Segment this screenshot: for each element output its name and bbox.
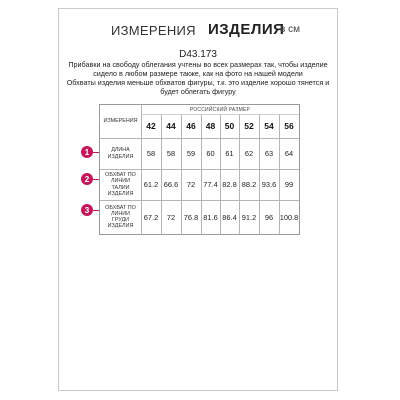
size-header-46: 46 [186,121,196,131]
table-cell: 72 [166,212,176,222]
size-header-54: 54 [264,121,274,131]
product-code: D43.173 [179,49,217,60]
size-header-48: 48 [205,121,216,131]
table-cell: 63 [264,149,274,158]
table-cell: 86.4 [222,212,237,222]
title-word-measurements: ИЗМЕРЕНИЯ [111,23,196,38]
table-cell: 59 [186,149,196,158]
table-cell: 81.6 [203,212,218,222]
row-badge-1: 1 [81,146,93,158]
table-cell: 99 [284,180,294,189]
size-group-label: РОССИЙСКИЙ РАЗМЕР [189,106,251,113]
notes [65,61,331,97]
table-cell: 77.4 [203,180,218,189]
row-label-bust: ОБХВАТ ПО ЛИНИИ ГРУДИ ИЗДЕЛИЯ [105,204,136,230]
row-label-waist: ОБХВАТ ПО ЛИНИИ ТАЛИИ ИЗДЕЛИЯ [105,172,136,197]
size-table [99,104,300,235]
size-header-56: 56 [284,121,294,131]
title-word-product: ИЗДЕЛИЯ [208,21,285,38]
table-cell: 58 [146,149,156,158]
table-cell: 96 [264,212,274,222]
table-cell: 58 [166,149,176,158]
row-badge-2: 2 [81,173,93,185]
table-cell: 67.2 [143,212,159,222]
table-cell: 100.8 [279,212,299,222]
table-cell: 82.8 [222,180,237,189]
table-cell: 62 [244,149,254,158]
corner-label: ИЗМЕРЕНИЯ [103,118,138,125]
table-cell: 72 [186,180,196,189]
table-cell: 88.2 [241,180,257,189]
table-cell: 66.6 [163,180,179,189]
size-chart-sheet [58,8,338,391]
size-header-44: 44 [166,121,176,131]
table-cell: 61.2 [143,180,159,189]
table-cell: 61 [225,149,234,158]
note-ease: Прибавки на свободу облегания учтены во всех размерах так, чтобы изделие сидело в любом размере также, как на фото на нашей модели [68,60,328,78]
table-cell: 93.6 [261,180,277,189]
title-unit: в см [280,24,300,35]
table-cell: 60 [206,149,215,158]
title [59,19,337,45]
table-cell: 91.2 [241,212,257,222]
note-stretch: Обхваты изделия меньше обхватов фигуры, т.к. это изделие хорошо тянется и будет облегать фигуру [66,78,330,96]
size-header-42: 42 [146,121,156,131]
row-label-length: ДЛИНА ИЗДЕЛИЯ [107,147,134,160]
row-badge-3: 3 [81,204,93,216]
table-cell: 76.8 [183,212,199,222]
size-header-50: 50 [224,121,235,131]
size-header-52: 52 [244,121,254,131]
table-cell: 64 [284,149,294,158]
